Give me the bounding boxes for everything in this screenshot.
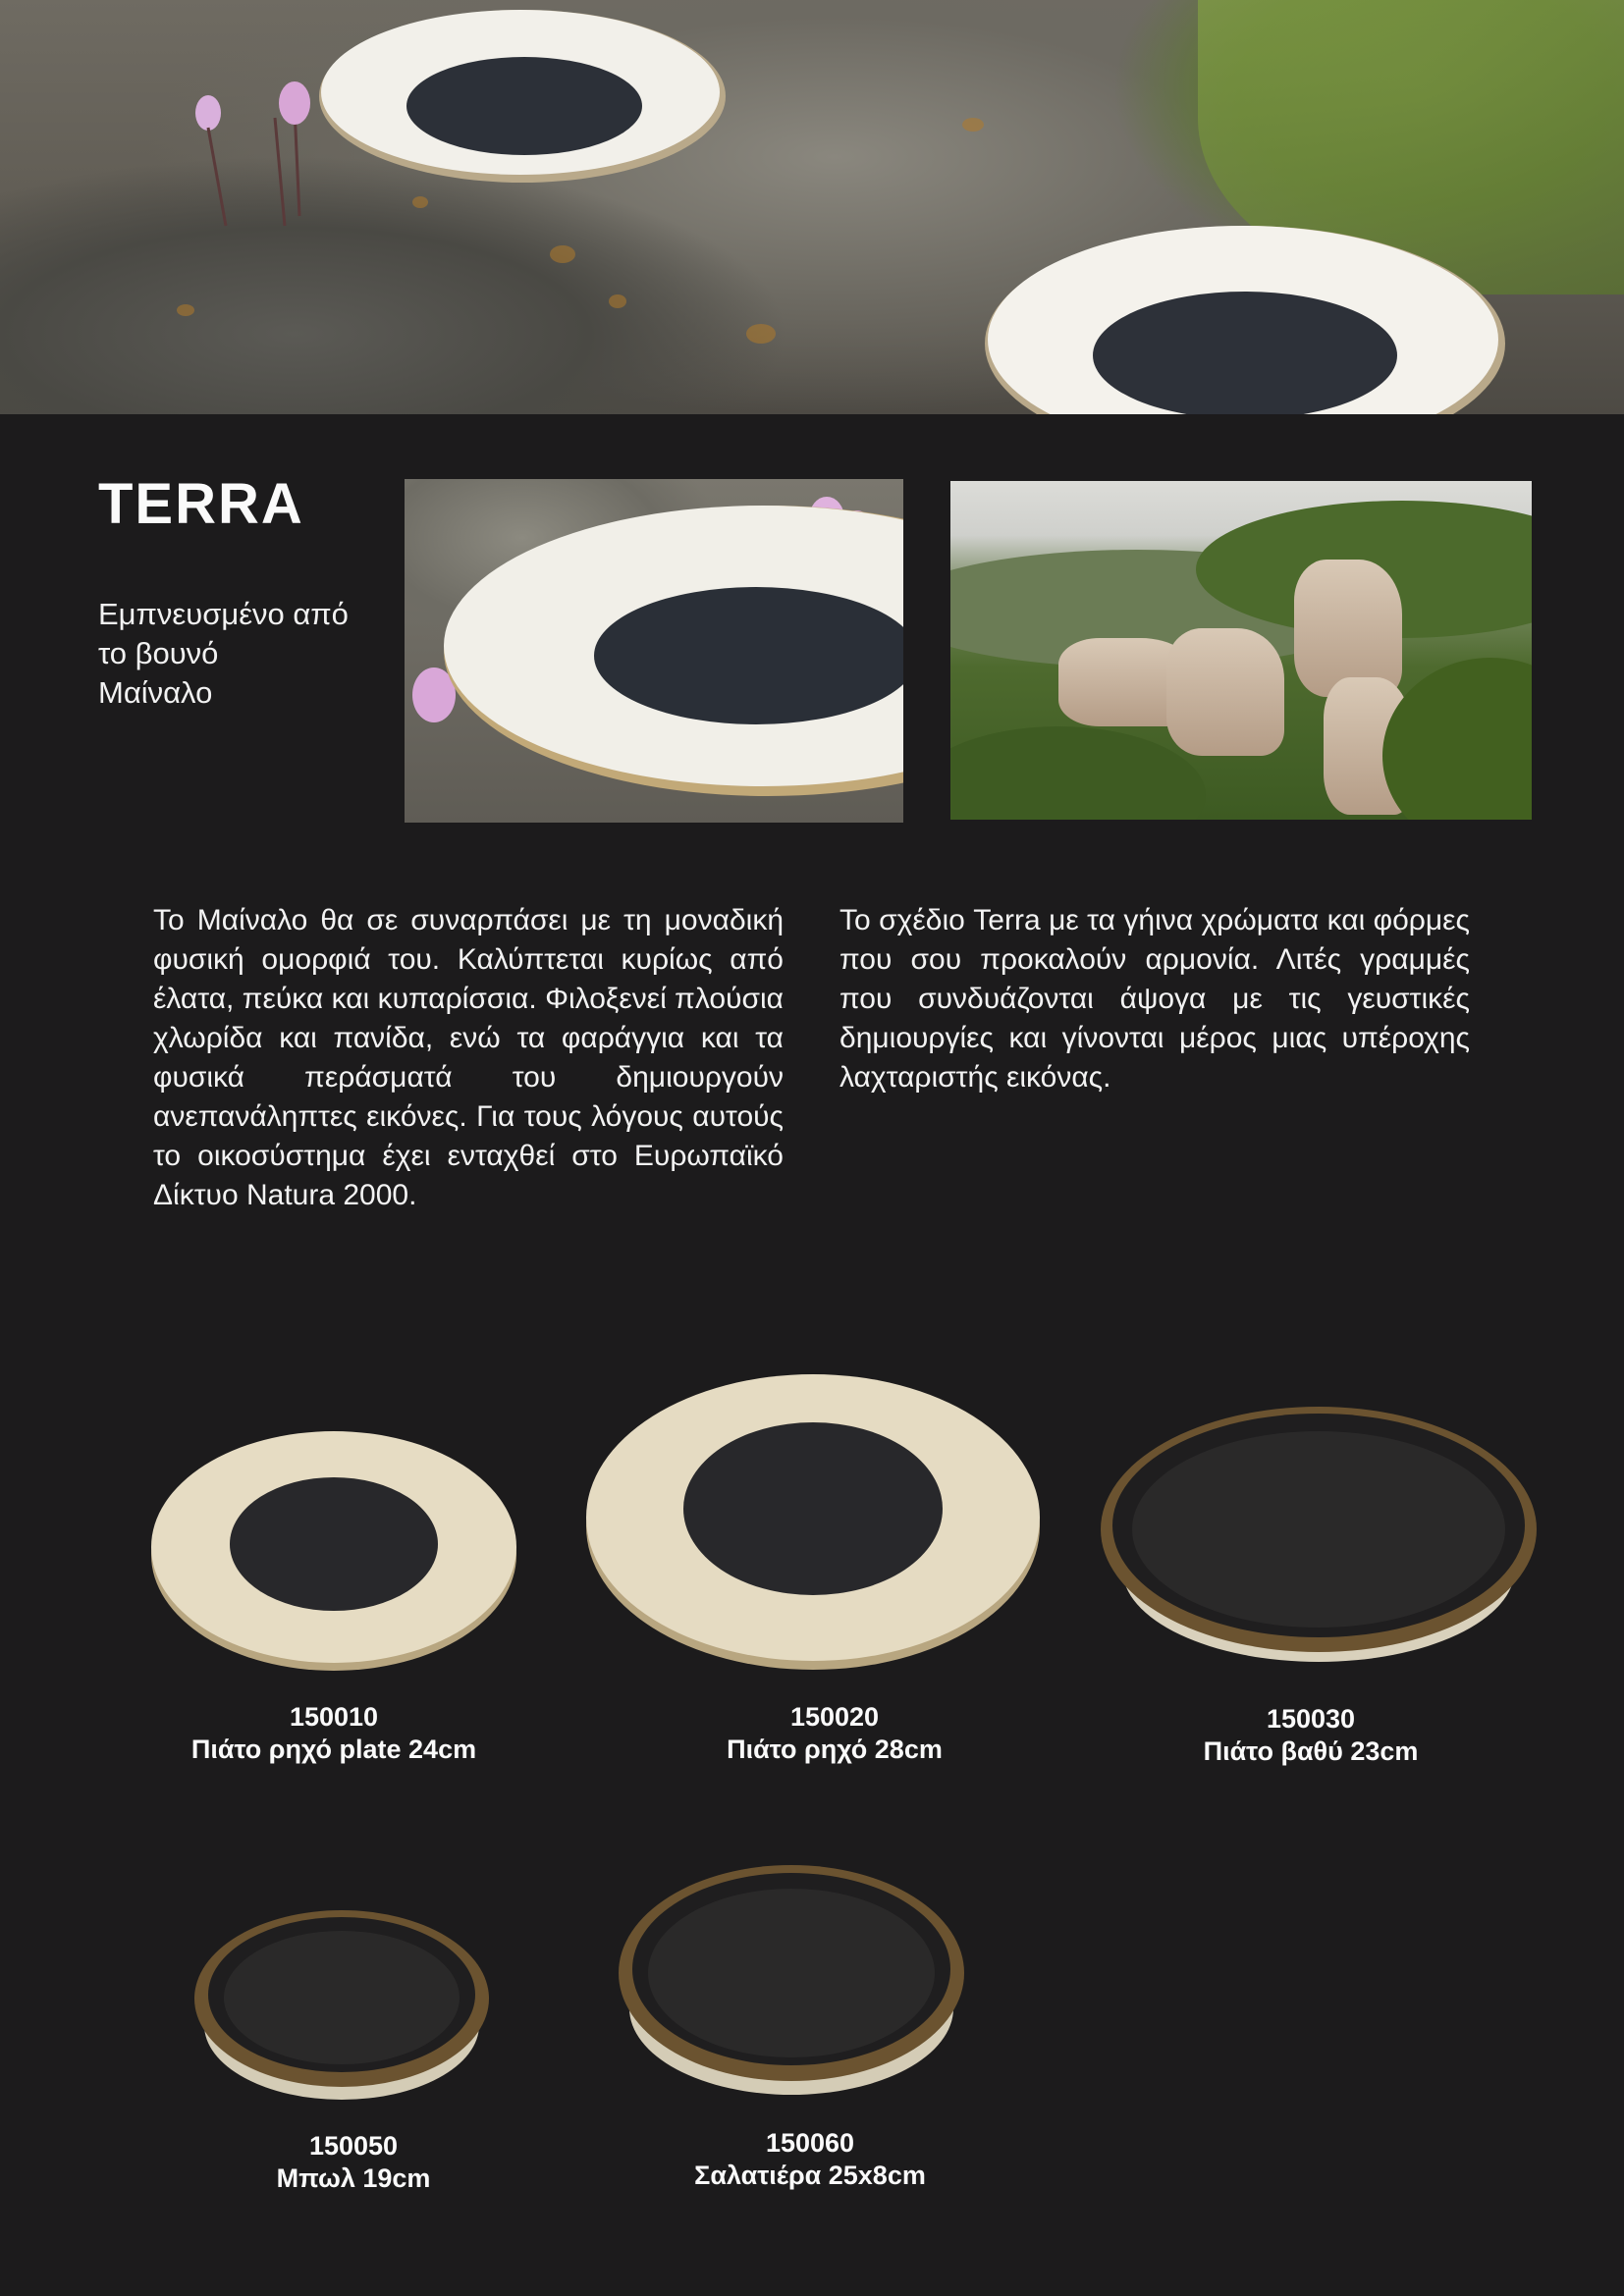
product-image-150020	[583, 1363, 1043, 1673]
hero-photo	[0, 0, 1624, 414]
product-caption-150030	[1110, 1703, 1512, 1768]
intro-text-left: Το Μαίναλο θα σε συναρπάσει με τη μοναδική φυσική ομορφιά του. Καλύπτεται κυρίως από έλατα, πεύκα και κυπαρίσσια. Φιλοξενεί πλούσια χλωρίδα και πανίδα, ενώ τα φαράγγια και τα φυσικά περάσματά του δημιουργούν ανεπανάληπτες εικόνες. Για τους λόγους αυτούς το οικοσύστημα έχει ενταχθεί στο Ευρωπαϊκό Δίκτυο Natura 2000.	[153, 904, 784, 1211]
page-subtitle: Εμπνευσμένο από το βουνό Μαίναλο	[98, 597, 349, 710]
product-name: Σαλατιέρα 25x8cm	[694, 2161, 926, 2190]
product-image-150030	[1098, 1392, 1540, 1671]
product-image-150060	[617, 1851, 966, 2101]
product-code: 150060	[765, 2128, 855, 2158]
product-image-150010	[147, 1421, 520, 1673]
mountain-photo	[950, 481, 1532, 820]
product-code: 150020	[789, 1702, 880, 1732]
product-caption-150020	[628, 1701, 1041, 1766]
hero-plates	[0, 0, 1624, 414]
plate-photo-art	[405, 479, 903, 823]
product-name: Πιάτο βαθύ 23cm	[1203, 1736, 1419, 1766]
product-caption-150060	[648, 2127, 972, 2192]
cyclamen-flowers	[195, 81, 310, 226]
plate-photo	[405, 479, 903, 823]
product-name: Πιάτο ρηχό plate 24cm	[190, 1735, 477, 1764]
product-caption-150050	[196, 2130, 511, 2195]
product-code: 150010	[289, 1702, 379, 1732]
product-image-150050	[194, 1897, 489, 2106]
product-code: 150030	[1266, 1704, 1356, 1734]
page-title: TERRA	[98, 472, 304, 536]
intro-text-right: Το σχέδιο Terra με τα γήινα χρώματα και φόρμες που σου προκαλούν αρμονία. Λιτές γραμμές που συνδυάζονται άψογα με τις γευστικές δημιουργίες και γίνονται μέρος μιας υπέροχης λαχταριστής εικόνας.	[839, 904, 1470, 1094]
product-code: 150050	[308, 2131, 399, 2161]
product-caption-150010	[147, 1701, 520, 1766]
product-name: Μπωλ 19cm	[276, 2163, 431, 2193]
product-name: Πιάτο ρηχό 28cm	[727, 1735, 943, 1764]
